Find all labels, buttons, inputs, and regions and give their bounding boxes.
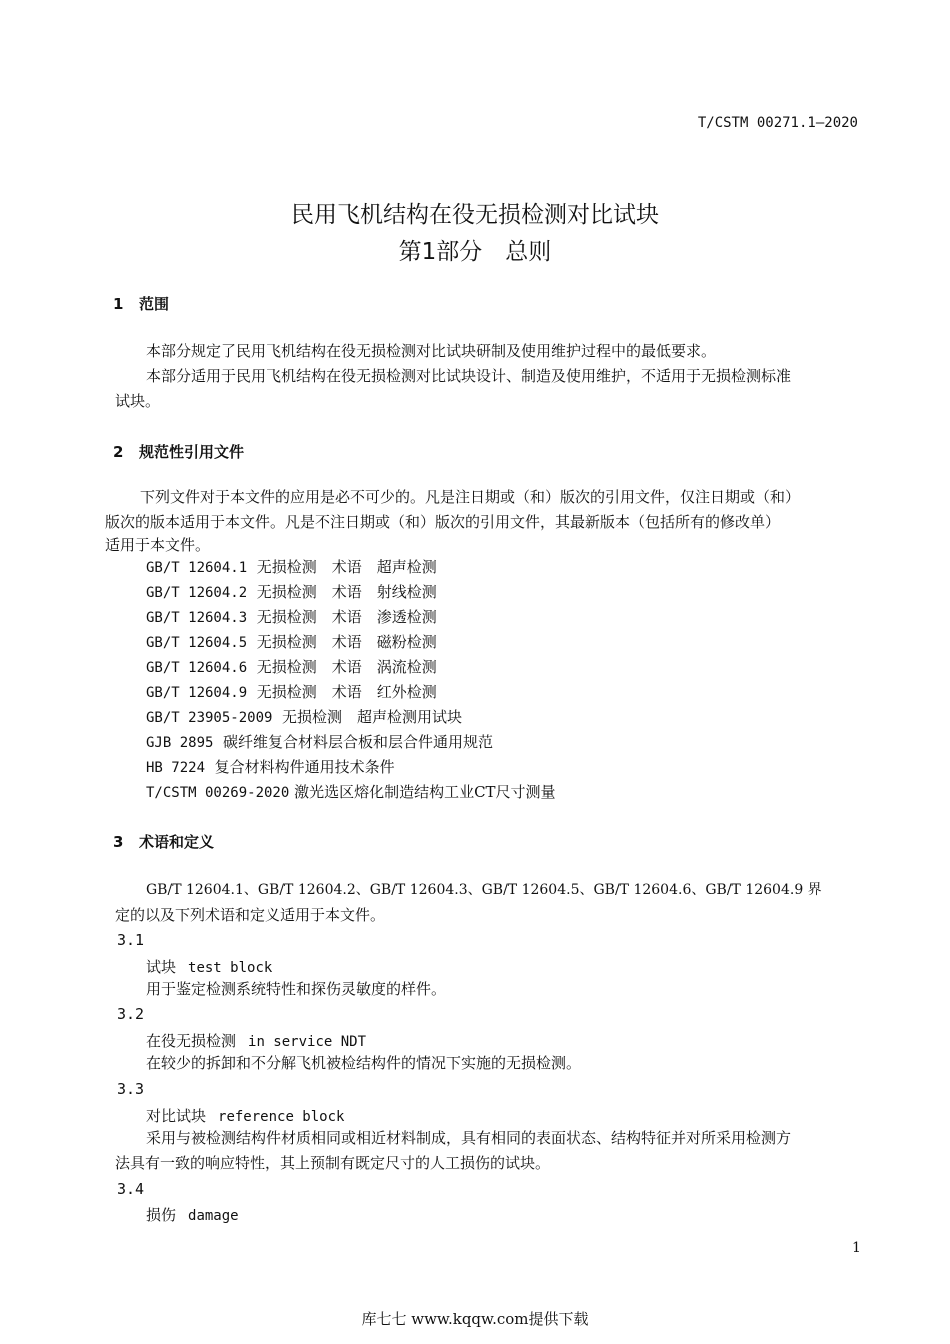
section-title: 范围 [139, 295, 170, 313]
reference-title: 无损检测 术语 超声检测 [256, 558, 437, 576]
term-definition: 用于鉴定检测系统特性和探伤灵敏度的样件。 [146, 980, 447, 998]
page-number: 1 [852, 1240, 861, 1256]
term-entry [146, 1030, 366, 1051]
section-2-heading [113, 441, 244, 462]
paragraph: 定的以及下列术语和定义适用于本文件。 [115, 906, 386, 924]
reference-title: 碳纤维复合材料层合板和层合件通用规范 [222, 733, 493, 751]
footer-text: 库七七 www.kqqw.com提供下载 [361, 1310, 589, 1328]
clause-number: 3.2 [117, 1005, 145, 1023]
reference-title: 无损检测 术语 涡流检测 [256, 658, 437, 676]
paragraph: 下列文件对于本文件的应用是必不可少的。凡是注日期或（和）版次的引用文件，仅注日期或（和） [140, 488, 801, 506]
reference-item [146, 556, 437, 577]
clause-number: 3.1 [117, 931, 145, 949]
paragraph: 本部分适用于民用飞机结构在役无损检测对比试块设计、制造及使用维护，不适用于无损检测标准 [146, 367, 792, 385]
reference-item [146, 581, 437, 602]
paragraph: 本部分规定了民用飞机结构在役无损检测对比试块研制及使用维护过程中的最低要求。 [146, 342, 717, 360]
reference-title: 复合材料构件通用技术条件 [214, 758, 395, 776]
reference-item [146, 681, 437, 702]
paragraph: 版次的版本适用于本文件。凡是不注日期或（和）版次的引用文件，其最新版本（包括所有的修改单） [105, 513, 781, 531]
reference-item [146, 656, 437, 677]
reference-item [146, 781, 556, 802]
section-title: 术语和定义 [139, 833, 215, 851]
reference-code: HB 7224 [146, 760, 206, 776]
reference-code: GB/T 12604.2 [146, 585, 248, 601]
reference-item [146, 706, 462, 727]
reference-code: GJB 2895 [146, 735, 214, 751]
reference-code: GB/T 12604.1 [146, 560, 248, 576]
reference-title: 无损检测 术语 磁粉检测 [256, 633, 437, 651]
reference-item [146, 731, 493, 752]
reference-item [146, 631, 437, 652]
term-chinese: 在役无损检测 [146, 1032, 237, 1050]
reference-title: 无损检测 术语 红外检测 [256, 683, 437, 701]
section-number: 2 [113, 443, 124, 461]
reference-title: 无损检测 超声检测用试块 [281, 708, 462, 726]
term-entry [146, 1204, 239, 1225]
term-english: in service NDT [248, 1034, 367, 1050]
section-3-heading [113, 831, 214, 852]
paragraph: 试块。 [115, 392, 161, 410]
term-english: test block [188, 960, 273, 976]
section-number: 1 [113, 295, 124, 313]
document-subtitle: 第1部分 总则 [398, 239, 552, 265]
reference-item [146, 606, 437, 627]
paragraph: GB/T 12604.1、GB/T 12604.2、GB/T 12604.3、GB/T 12604.5、GB/T 12604.6、GB/T 12604.9 界 [146, 882, 822, 898]
reference-code: T/CSTM 00269-2020 [146, 785, 290, 801]
reference-code: GB/T 12604.3 [146, 610, 248, 626]
footer-download-note [0, 1308, 950, 1329]
reference-code: GB/T 12604.9 [146, 685, 248, 701]
term-entry [146, 956, 272, 977]
term-chinese: 对比试块 [146, 1107, 207, 1125]
term-entry [146, 1105, 344, 1126]
term-definition: 采用与被检测结构件材质相同或相近材料制成，具有相同的表面状态、结构特征并对所采用检测方 [146, 1129, 792, 1147]
term-chinese: 试块 [146, 958, 177, 976]
clause-number: 3.3 [117, 1080, 145, 1098]
term-definition: 在较少的拆卸和不分解飞机被检结构件的情况下实施的无损检测。 [146, 1054, 582, 1072]
clause-number: 3.4 [117, 1180, 145, 1198]
section-1-heading [113, 293, 169, 314]
reference-title: 无损检测 术语 渗透检测 [256, 608, 437, 626]
term-english: reference block [218, 1109, 345, 1125]
term-chinese: 损伤 [146, 1206, 177, 1224]
section-number: 3 [113, 833, 124, 851]
term-english: damage [188, 1208, 239, 1224]
reference-item [146, 756, 395, 777]
reference-title: 无损检测 术语 射线检测 [256, 583, 437, 601]
reference-code: GB/T 12604.5 [146, 635, 248, 651]
reference-code: GB/T 23905-2009 [146, 710, 273, 726]
reference-title: 激光选区熔化制造结构工业CT尺寸测量 [294, 783, 556, 801]
reference-code: GB/T 12604.6 [146, 660, 248, 676]
standard-code: T/CSTM 00271.1—2020 [697, 115, 858, 131]
paragraph: 适用于本文件。 [105, 536, 211, 554]
term-definition: 法具有一致的响应特性，其上预制有既定尺寸的人工损伤的试块。 [115, 1154, 551, 1172]
document-title: 民用飞机结构在役无损检测对比试块 [291, 202, 659, 228]
section-title: 规范性引用文件 [139, 443, 245, 461]
